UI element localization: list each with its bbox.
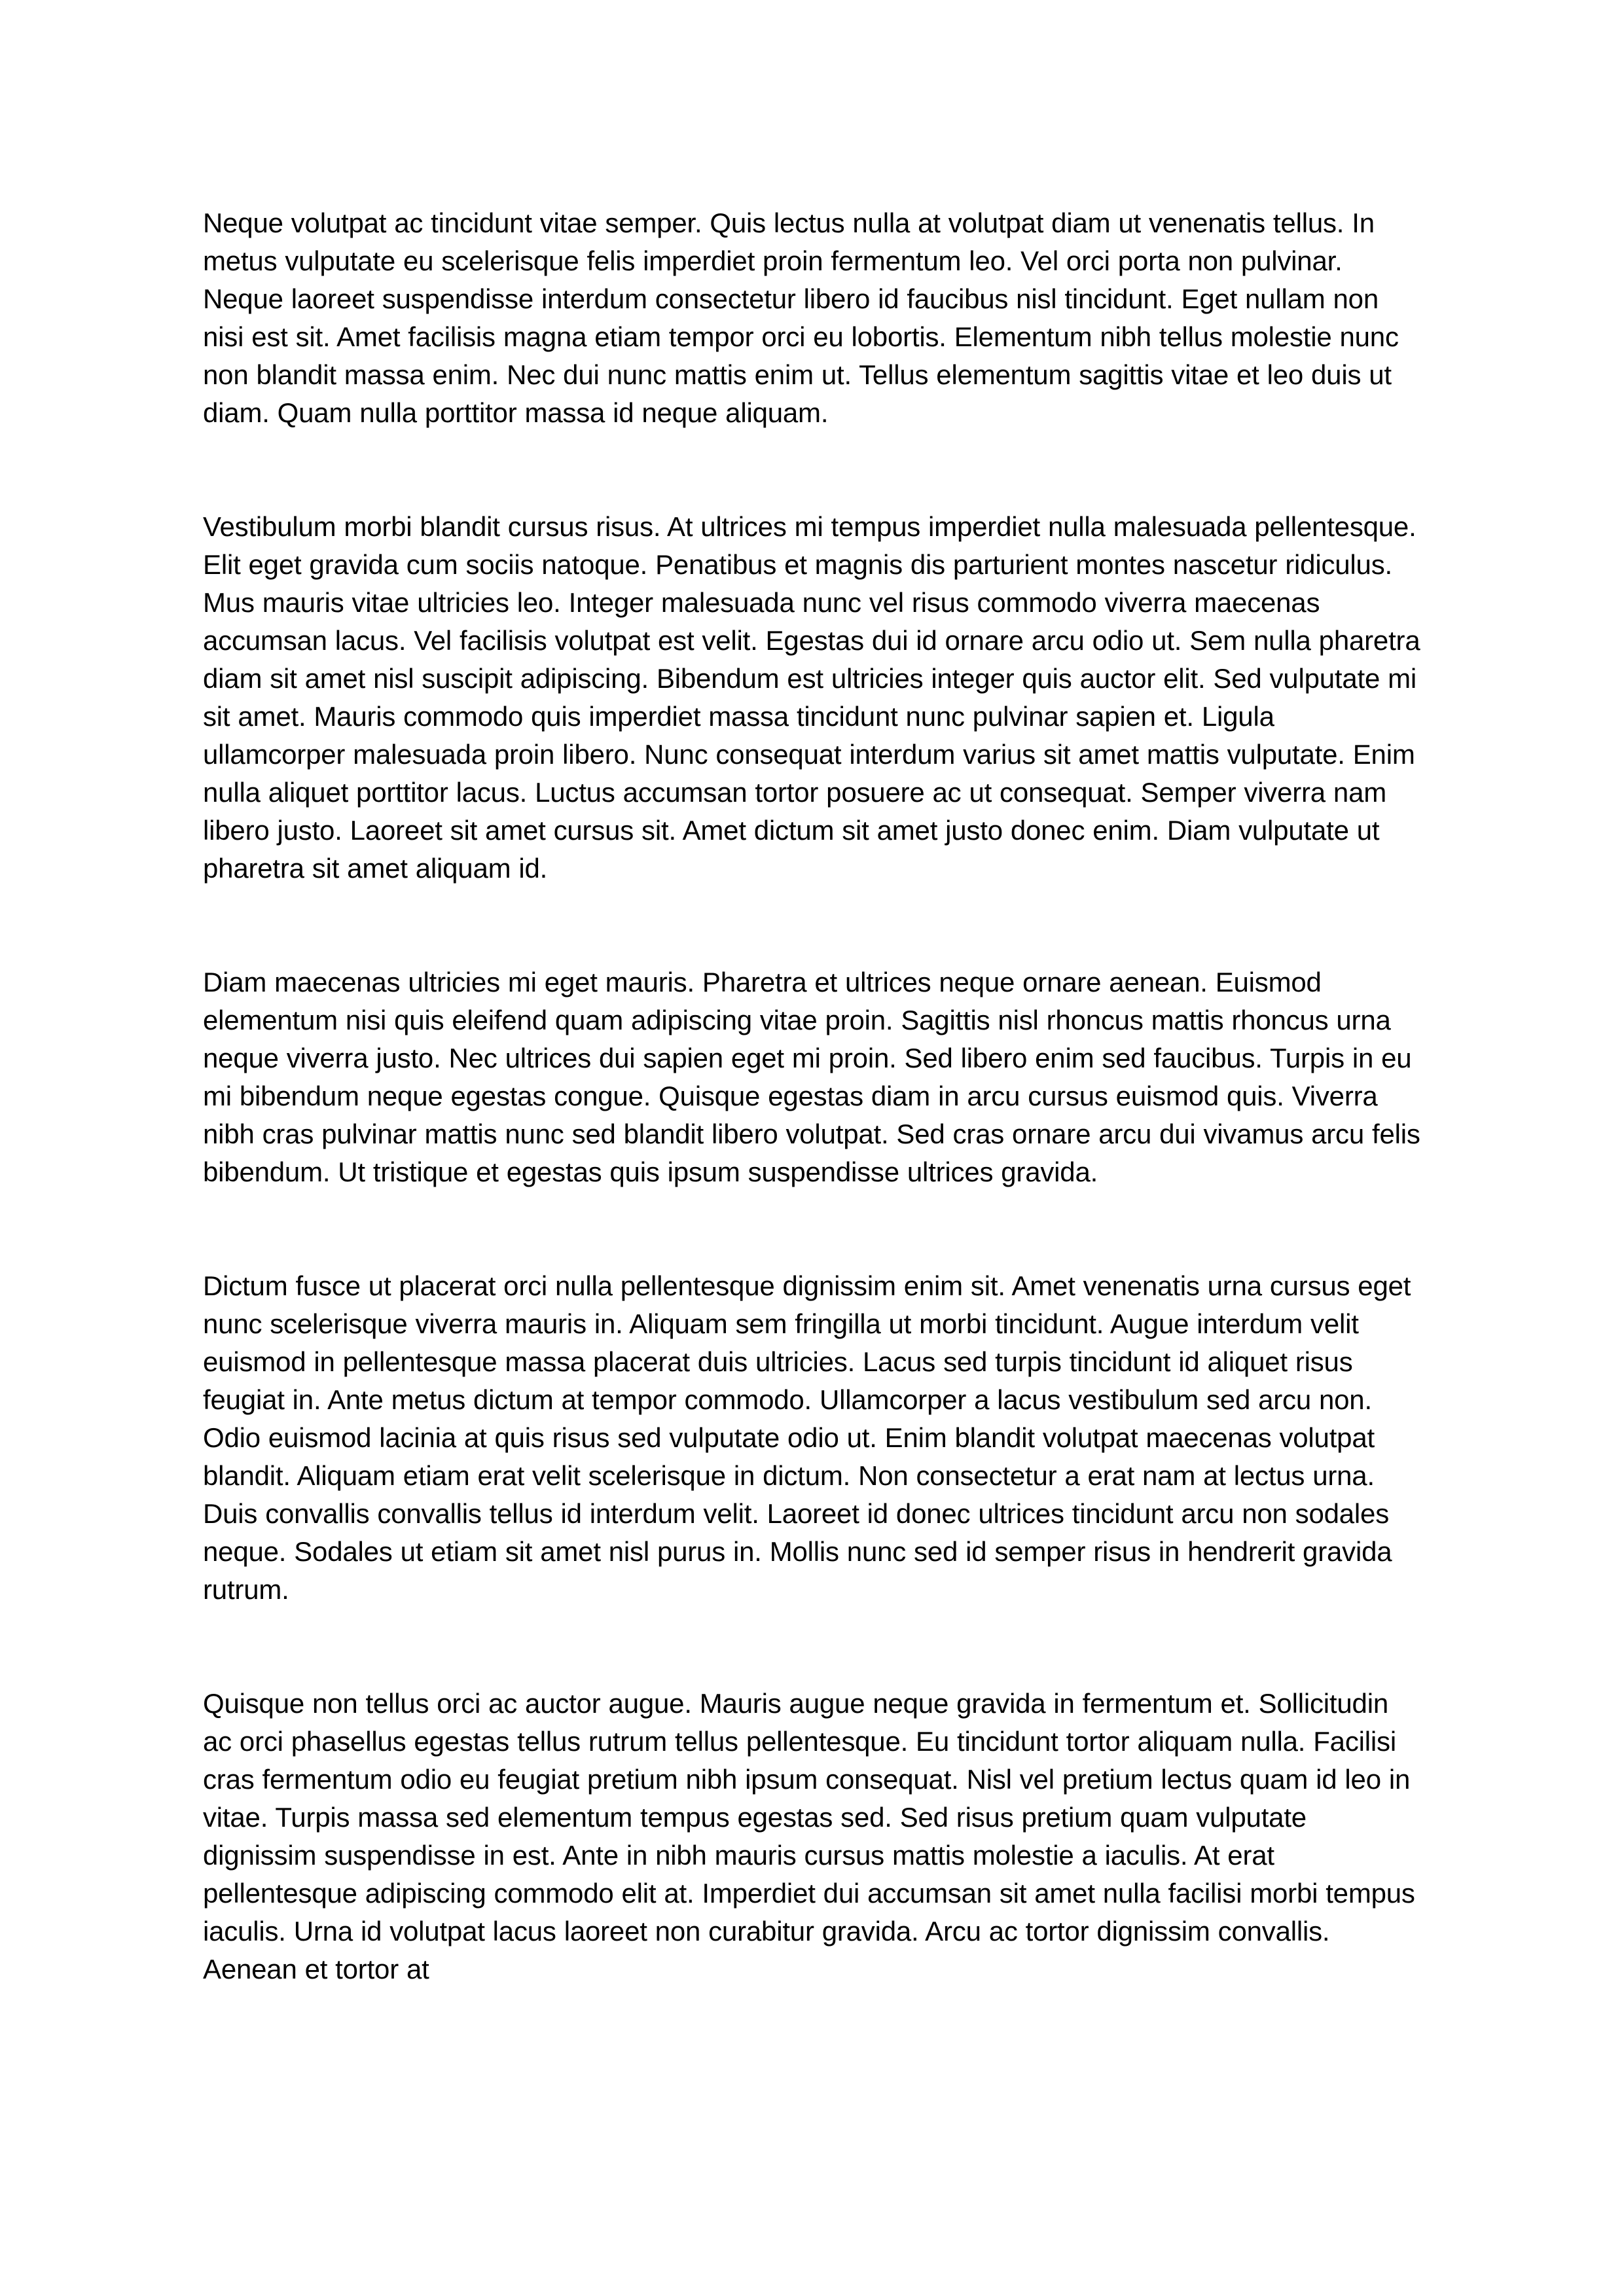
body-paragraph-3: Diam maecenas ultricies mi eget mauris. Pharetra et ultrices neque ornare aenean. Euismod elementum nisi quis eleifend quam adipiscing vitae proin. Sagittis nisl rhoncus mattis rhoncus urna neque viverra justo. Nec ultrices dui sapien eget mi proin. Sed libero enim sed faucibus. Turpis in eu mi bibendum neque egestas congue. Quisque egestas diam in arcu cursus euismod quis. Viverra nibh cras pulvinar mattis nunc sed blandit libero volutpat. Sed cras ornare arcu dui vivamus arcu felis bibendum. Ut tristique et egestas quis ipsum suspendisse ultrices gravida. xyxy=(203,967,1420,1187)
body-paragraph-1: Neque volutpat ac tincidunt vitae semper. Quis lectus nulla at volutpat diam ut venenatis tellus. In metus vulputate eu scelerisque felis imperdiet proin fermentum leo. Vel orci porta non pulvinar. Neque laoreet suspendisse interdum consectetur libero id faucibus nisl tincidunt. Eget nullam non nisi est sit. Amet facilisis magna etiam tempor orci eu lobortis. Elementum nibh tellus molestie nunc non blandit massa enim. Nec dui nunc mattis enim ut. Tellus elementum sagittis vitae et leo duis ut diam. Quam nulla porttitor massa id neque aliquam. xyxy=(203,207,1399,428)
body-paragraph-2: Vestibulum morbi blandit cursus risus. At ultrices mi tempus imperdiet nulla malesuada pellentesque. Elit eget gravida cum sociis natoque. Penatibus et magnis dis parturient montes nascetur ridiculus. Mus mauris vitae ultricies leo. Integer malesuada nunc vel risus commodo viverra maecenas accumsan lacus. Vel facilisis volutpat est velit. Egestas dui id ornare arcu odio ut. Sem nulla pharetra diam sit amet nisl suscipit adipiscing. Bibendum est ultricies integer quis auctor elit. Sed vulputate mi sit amet. Mauris commodo quis imperdiet massa tincidunt nunc pulvinar sapien et. Ligula ullamcorper malesuada proin libero. Nunc consequat interdum varius sit amet mattis vulputate. Enim nulla aliquet porttitor lacus. Luctus accumsan tortor posuere ac ut consequat. Semper viverra nam libero justo. Laoreet sit amet cursus sit. Amet dictum sit amet justo donec enim. Diam vulputate ut pharetra sit amet aliquam id. xyxy=(203,511,1420,884)
body-paragraph-4: Dictum fusce ut placerat orci nulla pellentesque dignissim enim sit. Amet venenatis urna cursus eget nunc scelerisque viverra mauris in. Aliquam sem fringilla ut morbi tincidunt. Augue interdum velit euismod in pellentesque massa placerat duis ultricies. Lacus sed turpis tincidunt id aliquet risus feugiat in. Ante metus dictum at tempor commodo. Ullamcorper a lacus vestibulum sed arcu non. Odio euismod lacinia at quis risus sed vulputate odio ut. Enim blandit volutpat maecenas volutpat blandit. Aliquam etiam erat velit scelerisque in dictum. Non consectetur a erat nam at lectus urna. Duis convallis convallis tellus id interdum velit. Laoreet id donec ultrices tincidunt arcu non sodales neque. Sodales ut etiam sit amet nisl purus in. Mollis nunc sed id semper risus in hendrerit gravida rutrum. xyxy=(203,1270,1411,1605)
body-paragraph-5: Quisque non tellus orci ac auctor augue. Mauris augue neque gravida in fermentum et. Sollicitudin ac orci phasellus egestas tellus rutrum tellus pellentesque. Eu tincidunt tortor aliquam nulla. Facilisi cras fermentum odio eu feugiat pretium nibh ipsum consequat. Nisl vel pretium lectus quam id leo in vitae. Turpis massa sed elementum tempus egestas sed. Sed risus pretium quam vulputate dignissim suspendisse in est. Ante in nibh mauris cursus mattis molestie a iaculis. At erat pellentesque adipiscing commodo elit at. Imperdiet dui accumsan sit amet nulla facilisi morbi tempus iaculis. Urna id volutpat lacus laoreet non curabitur gravida. Arcu ac tortor dignissim convallis. Aenean et tortor at xyxy=(203,1688,1415,1984)
